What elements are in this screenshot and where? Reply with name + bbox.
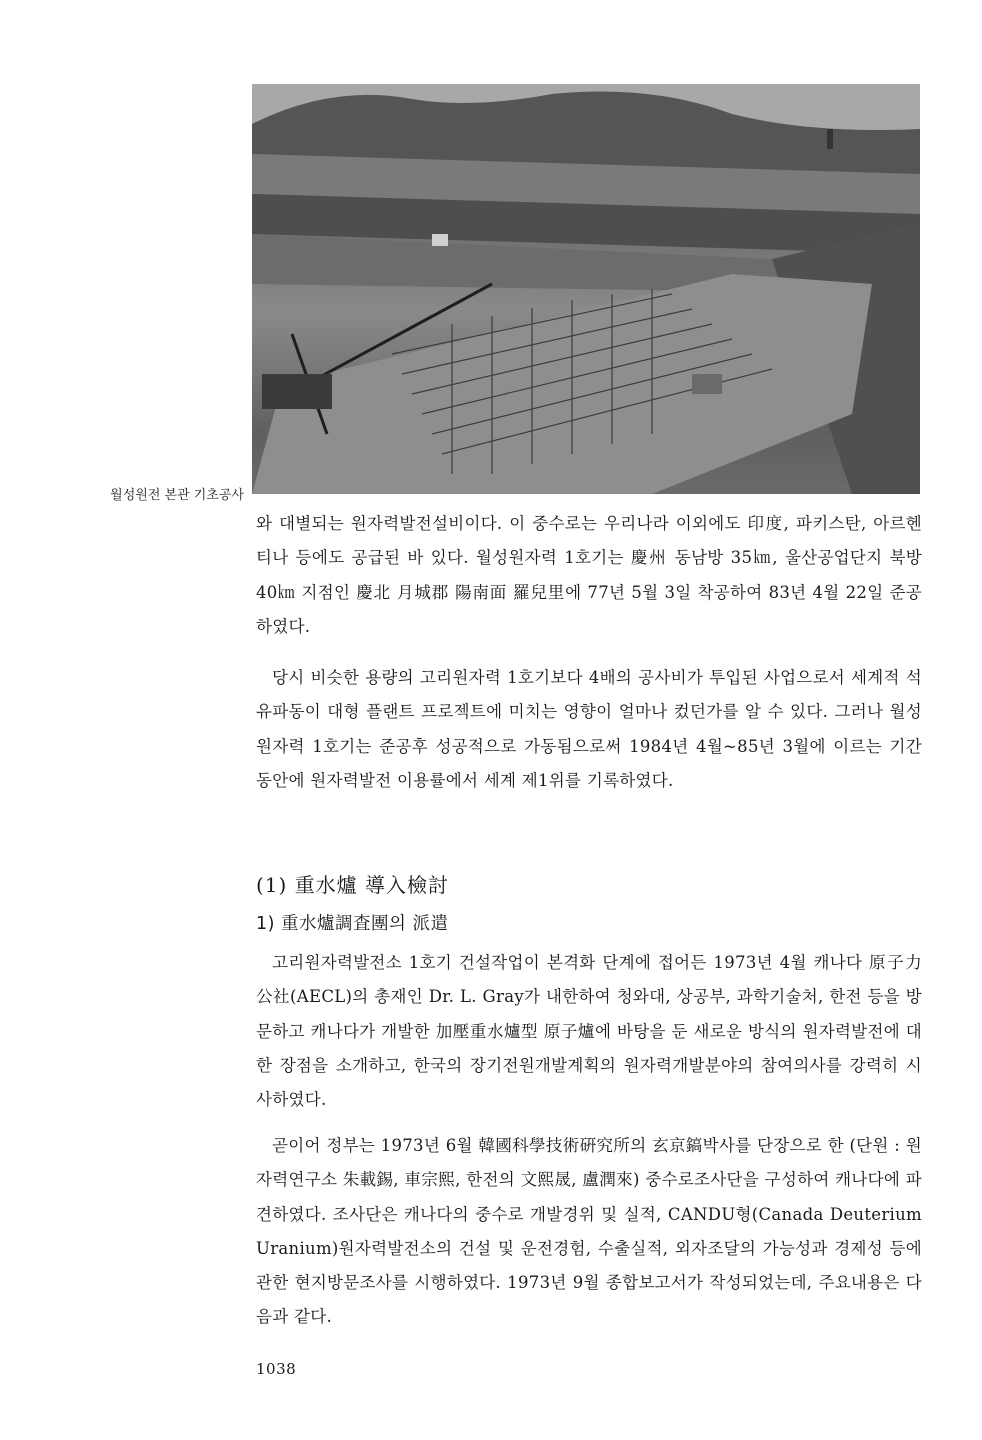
section-heading: (1) 重水爐 導入檢討 bbox=[256, 873, 450, 897]
page-number: 1038 bbox=[256, 1360, 297, 1378]
construction-photo bbox=[252, 84, 920, 494]
body-paragraph: 와 대별되는 원자력발전설비이다. 이 중수로는 우리나라 이외에도 印度, 파키스탄, 아르헨티나 등에도 공급된 바 있다. 월성원자력 1호기는 慶州 동남방 35㎞, 울산공업단지 북방 40㎞ 지점인 慶北 月城郡 陽南面 羅兒里에 77년 5월 3일 착공하여 83년 4월 22일 준공하였다. bbox=[256, 514, 922, 636]
photo-caption: 월성원전 본관 기초공사 bbox=[110, 488, 244, 503]
body-paragraph: 고리원자력발전소 1호기 건설작업이 본격화 단계에 접어든 1973년 4월 캐나다 原子力公社(AECL)의 총재인 Dr. L. Gray가 내한하여 청와대, 상공부, 과학기술처, 한전 등을 방문하고 캐나다가 개발한 加壓重水爐型 原子爐에 바탕을 둔 새로운 방식의 원자력발전에 대한 장점을 소개하고, 한국의 장기전원개발계획의 원자력개발분야의 참여의사를 강력히 시사하였다. bbox=[256, 953, 922, 1110]
construction-site-illustration bbox=[252, 84, 920, 494]
subsection-heading: 1) 重水爐調査團의 派遣 bbox=[256, 914, 449, 934]
body-paragraph: 당시 비슷한 용량의 고리원자력 1호기보다 4배의 공사비가 투입된 사업으로서 세계적 석유파동이 대형 플랜트 프로젝트에 미치는 영향이 얼마나 컸던가를 알 수 있다. 그러나 월성원자력 1호기는 준공후 성공적으로 가동됨으로써 1984년 4월~85년 3월에 이르는 기간 동안에 원자력발전 이용률에서 세계 제1위를 기록하였다. bbox=[256, 668, 922, 790]
body-paragraph: 곧이어 정부는 1973년 6월 韓國科學技術硏究所의 玄京鎬박사를 단장으로 한 (단원 : 원자력연구소 朱載錫, 車宗熙, 한전의 文熙晟, 盧潤來) 중수로조사단을 구성하여 캐나다에 파견하였다. 조사단은 캐나다의 중수로 개발경위 및 실적, CANDU형(Canada Deuterium Uranium)원자력발전소의 건설 및 운전경험, 수출실적, 외자조달의 가능성과 경제성 등에 관한 현지방문조사를 시행하였다. 1973년 9월 종합보고서가 작성되었는데, 주요내용은 다음과 같다. bbox=[256, 1136, 922, 1327]
